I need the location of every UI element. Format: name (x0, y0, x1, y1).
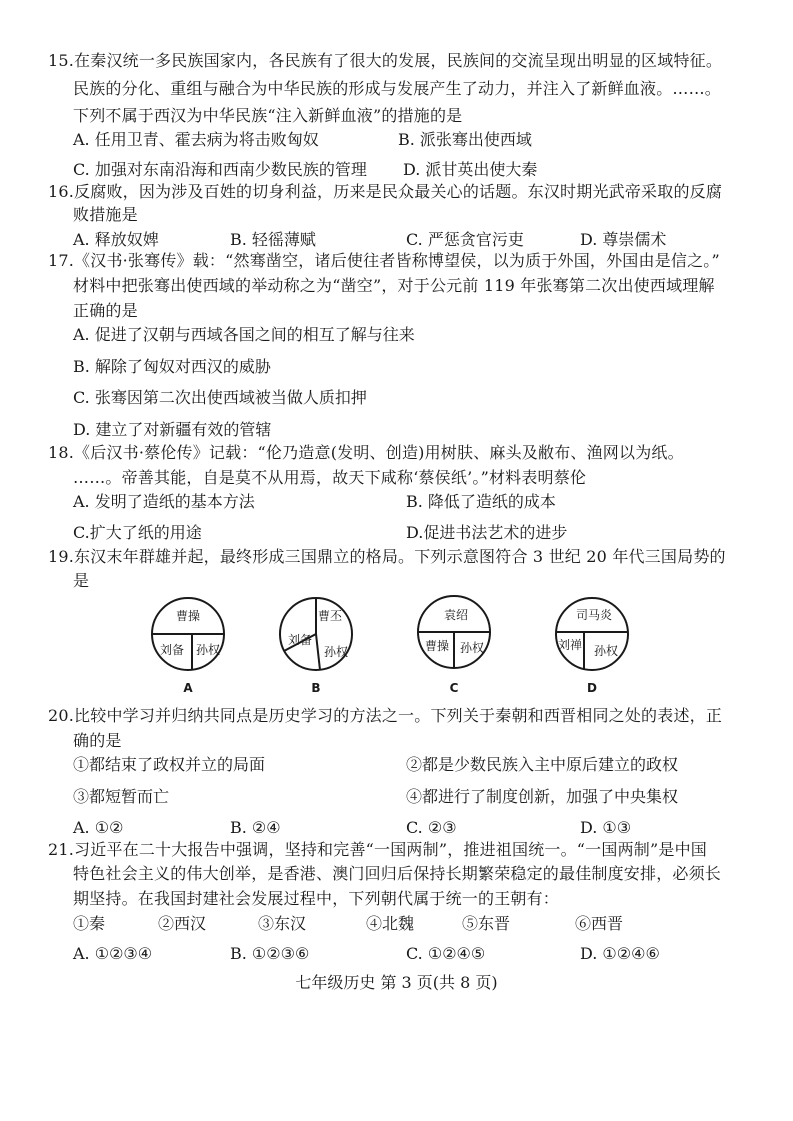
q21-item-4: ④北魏 (366, 914, 415, 933)
pie-d-top-label: 司马炎 (575, 608, 613, 622)
q18-stem-line2: ……。帝善其能，自是莫不从用焉，故天下咸称‘蔡侯纸’。”材料表明蔡伦 (73, 468, 587, 487)
q17-option-b: B. 解除了匈奴对西汉的威胁 (73, 357, 271, 376)
q16-stem-line1: 16.反腐败，因为涉及百姓的切身利益，历来是民众最关心的话题。东汉时期光武帝采取的反腐 (48, 182, 723, 201)
pie-c-top-label: 袁绍 (443, 608, 469, 622)
pie-c-left-label: 曹操 (424, 639, 450, 653)
q16-option-c: C. 严惩贪官污吏 (406, 230, 524, 249)
pie-c-caption: C (449, 681, 459, 695)
q18-option-b: B. 降低了造纸的成本 (406, 492, 556, 511)
q20-option-d: D. ①③ (580, 818, 632, 837)
q20-statement-2: ②都是少数民族入主中原后建立的政权 (406, 755, 679, 774)
q15-option-a: A. 任用卫青、霍去病为将击败匈奴 (73, 130, 319, 149)
q16-stem-line2: 败措施是 (73, 205, 138, 224)
q21-item-3: ③东汉 (258, 914, 307, 933)
q19-stem-line2: 是 (73, 571, 90, 590)
q21-item-2: ②西汉 (158, 914, 207, 933)
q21-item-1: ①秦 (73, 914, 106, 933)
q20-option-c: C. ②③ (406, 818, 457, 837)
q20-stem-line1: 20.比较中学习并归纳共同点是历史学习的方法之一。下列关于秦朝和西晋相同之处的表述，正 (48, 706, 723, 725)
page-footer: 七年级历史 第 3 页(共 8 页) (295, 973, 498, 992)
pie-b-divider-bottom (316, 634, 320, 670)
q16-option-b: B. 轻徭薄赋 (230, 230, 316, 249)
q18-stem-line1: 18.《后汉书·蔡伦传》记载：“伦乃造意(发明、创造)用树肤、麻头及敝布、渔网以为纸。 (48, 443, 684, 462)
pie-b-top-label: 曹丕 (317, 609, 343, 623)
q19-stem-line1: 19.东汉末年群雄并起，最终形成三国鼎立的格局。下列示意图符合 3 世纪 20 年代三国局势的 (48, 547, 726, 566)
q21-stem-line3: 期坚持。在我国封建社会发展过程中，下列朝代属于统一的王朝有： (73, 889, 560, 908)
q21-option-a: A. ①②③④ (73, 944, 153, 963)
q20-statement-1: ①都结束了政权并立的局面 (73, 755, 266, 774)
pie-b-right-label: 孙权 (323, 645, 349, 659)
pie-a-top-label: 曹操 (175, 609, 201, 623)
q21-item-5: ⑤东晋 (462, 914, 511, 933)
q18-option-d: D.促进书法艺术的进步 (406, 523, 568, 542)
q21-option-c: C. ①②④⑤ (406, 944, 486, 963)
pie-diagram-c (418, 596, 490, 695)
pie-diagram-a (152, 598, 224, 695)
pie-b-left-label: 刘备 (287, 633, 313, 647)
q20-option-b: B. ②④ (230, 818, 281, 837)
q15-option-b: B. 派张骞出使西域 (398, 130, 532, 149)
pie-a-caption: A (183, 681, 193, 695)
pie-diagram-b (280, 598, 352, 695)
q16-option-d: D. 尊崇儒术 (580, 230, 667, 249)
q18-option-a: A. 发明了造纸的基本方法 (73, 492, 255, 511)
q17-option-d: D. 建立了对新疆有效的管辖 (73, 420, 272, 439)
pie-d-right-label: 孙权 (593, 644, 619, 658)
q15-option-d: D. 派甘英出使大秦 (403, 160, 538, 179)
q21-item-6: ⑥西晋 (575, 914, 624, 933)
q16-option-a: A. 释放奴婢 (73, 230, 159, 249)
q21-stem-line1: 21.习近平在二十大报告中强调，坚持和完善“一国两制”，推进祖国统一。“一国两制”是中国 (48, 840, 707, 859)
pie-diagram-d (556, 598, 628, 695)
three-kingdoms-pie-diagrams (140, 592, 640, 700)
q20-statement-4: ④都进行了制度创新，加强了中央集权 (406, 787, 679, 806)
pie-b-caption: B (311, 681, 321, 695)
q17-stem-line1: 17.《汉书·张骞传》载：“然骞凿空，诸后使往者皆称博望侯，以为质于外国，外国由是信之。” (48, 251, 720, 270)
q17-option-c: C. 张骞因第二次出使西域被当做人质扣押 (73, 388, 367, 407)
q20-stem-line2: 确的是 (73, 731, 122, 750)
q17-option-a: A. 促进了汉朝与西域各国之间的相互了解与往来 (73, 325, 415, 344)
q15-stem-line1: 15.在秦汉统一多民族国家内，各民族有了很大的发展，民族间的交流呈现出明显的区域特征。 (48, 51, 723, 70)
pie-a-left-label: 刘备 (159, 643, 185, 657)
q15-option-c: C. 加强对东南沿海和西南少数民族的管理 (73, 160, 367, 179)
q21-option-d: D. ①②④⑥ (580, 944, 660, 963)
q20-option-a: A. ①② (73, 818, 124, 837)
q17-stem-line2: 材料中把张骞出使西域的举动称之为“凿空”，对于公元前 119 年张骞第二次出使西域理解 (73, 276, 715, 295)
q15-stem-line2: 民族的分化、重组与融合为中华民族的形成与发展产生了动力，并注入了新鲜血液。……。 (73, 79, 722, 98)
q21-option-b: B. ①②③⑥ (230, 944, 310, 963)
q17-stem-line3: 正确的是 (73, 301, 138, 320)
pie-c-right-label: 孙权 (459, 641, 485, 655)
q18-option-c: C.扩大了纸的用途 (73, 523, 202, 542)
pie-d-caption: D (587, 681, 597, 695)
pie-d-left-label: 刘禅 (557, 638, 583, 652)
q21-stem-line2: 特色社会主义的伟大创举，是香港、澳门回归后保持长期繁荣稳定的最佳制度安排，必须长 (73, 864, 722, 883)
q15-stem-line3: 下列不属于西汉为中华民族“注入新鲜血液”的措施的是 (73, 106, 463, 125)
pie-a-right-label: 孙权 (195, 643, 221, 657)
q20-statement-3: ③都短暂而亡 (73, 787, 170, 806)
